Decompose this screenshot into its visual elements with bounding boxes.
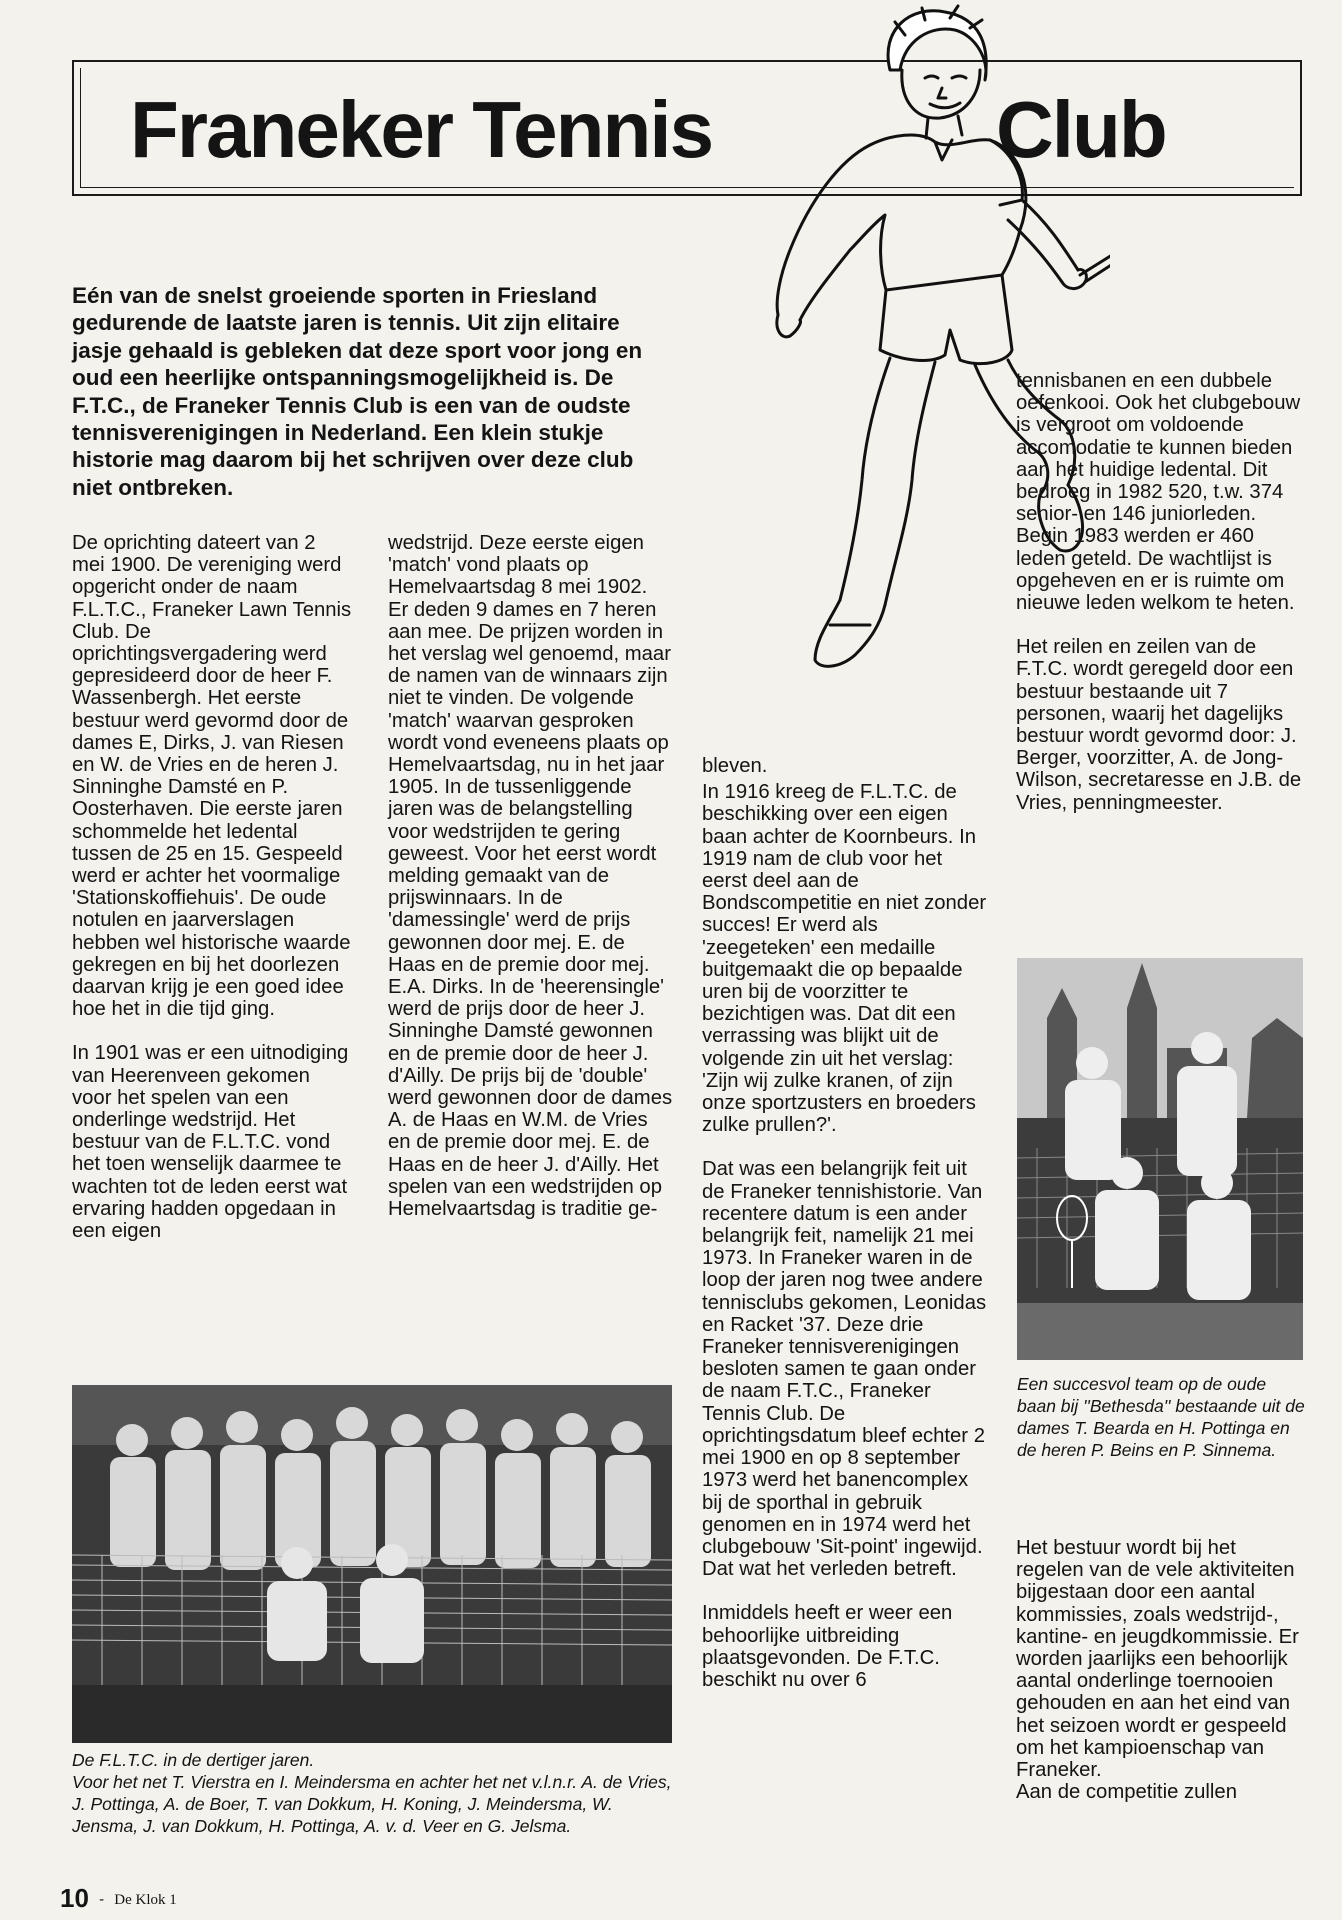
page-title-left: Franeker Tennis xyxy=(130,85,713,174)
page-number: 10 xyxy=(60,1883,89,1913)
article-paragraph: De oprichting dateert van 2 mei 1900. De vereniging werd opgericht onder de naam F.L.T.C., Franeker Lawn Tennis Club. De oprichtingsvergadering werd gepresideerd door de heer F. Wassenbergh. Het eerste bestuur werd gevormd door de dames E, Dirks, J. van Riesen en W. de Vries en de heren J. Sinninghe Damsté en P. Oosterhaven. Die eerste jaren schommelde het ledental tussen de 25 en 15. Gespeeld werd er achter het voormalige 'Stationskoffiehuis'. De oude notulen en jaarverslagen hebben wel historische waarde gekregen en bij het doorlezen daarvan krijg je een goed idee hoe het in die tijd ging. xyxy=(72,532,352,1021)
magazine-name: De Klok 1 xyxy=(114,1892,177,1908)
caption-text: Een succesvol team op de oude baan bij ''Bethesda'' bestaande uit de dames T. Bearda en H. Pottinga en de heren P. Beins en P. Sinnema. xyxy=(1017,1374,1305,1460)
photo-caption-2 xyxy=(1017,1373,1307,1461)
article-paragraph: In 1916 kreeg de F.L.T.C. de beschikking over een eigen baan achter de Koornbeurs. In 1919 nam de club voor het eerst deel aan de Bondscompetitie en niet zonder succes! Er werd als 'zeegeteken' een medaille buitgemaakt die op bepaalde uren bij de voorzitter te bezichtigen was. Dat dit een verrassing was blijkt uit de volgende zin uit het verslag: 'Zijn wij zulke kranen, of zijn onze sportzusters en broeders zulke prullen?'. xyxy=(702,781,987,1137)
article-column-3 xyxy=(702,755,987,1691)
article-column-1 xyxy=(72,532,352,1242)
footer-separator: - xyxy=(99,1891,105,1908)
article-paragraph: Aan de competitie zullen xyxy=(1016,1781,1237,1804)
intro-text: Eén van de snelst groeiende sporten in Friesland gedurende de laatste jaren is tennis. Uit zijn elitaire jasje gehaald is gebleken dat deze sport voor jong en oud een heerlijke ontspanningsmogelijkheid is. De F.T.C., de Franeker Tennis Club is een van de oudste tennisverenigingen in Nederland. Een klein stukje historie mag daarom bij het schrijven over deze club niet ontbreken. xyxy=(72,283,643,500)
caption-line: De F.L.T.C. in de dertiger jaren. xyxy=(72,1750,315,1770)
article-paragraph: tennisbanen en een dubbele oefenkooi. Ook het clubgebouw is vergroot om voldoende accomodatie te kunnen bieden aan het huidige ledental. Dit bedroeg in 1982 520, t.w. 374 senior- en 146 juniorleden. Begin 1983 werden er 460 leden geteld. De wachtlijst is opgeheven en er is ruimte om nieuwe leden welkom te heten. xyxy=(1016,370,1301,615)
page-footer xyxy=(60,1883,177,1914)
page-title-right: Club xyxy=(996,85,1166,174)
article-paragraph: bleven. xyxy=(702,755,768,777)
intro-paragraph xyxy=(72,282,662,501)
article-column-2 xyxy=(388,532,673,1220)
article-paragraph: In 1901 was er een uitnodiging van Heerenveen gekomen voor het spelen van een onderlinge wedstrijd. Het bestuur van de F.L.T.C. vond het toen wenselijk daarmee te wachten tot de leden eerst wat ervaring hadden opgedaan in een eigen xyxy=(72,1042,349,1243)
article-paragraph: Inmiddels heeft er weer een behoorlijke uitbreiding plaatsgevonden. De F.T.C. beschikt nu over 6 xyxy=(702,1602,953,1691)
article-paragraph: Het bestuur wordt bij het regelen van de vele aktiviteiten bijgestaan door een aantal kommissies, zoals wedstrijd-, kantine- en jeugdkommissie. Er worden jaarlijks een behoorlijk aantal onderlinge toernooien gehouden en aan het eind van het seizoen wordt er gespeeld om het kampioenschap van Franeker. xyxy=(1016,1537,1299,1782)
team-photo-bethesda xyxy=(1017,958,1303,1360)
article-column-4 xyxy=(1016,370,1306,814)
article-paragraph: Dat was een belangrijk feit uit de Franeker tennishistorie. Van recentere datum is een ander belangrijk feit, namelijk 21 mei 1973. In Franeker waren in de loop der jaren nog twee andere tennisclubs gekomen, Leonidas en Racket '37. Deze drie Franeker tennisverenigingen besloten samen te gaan onder de naam F.T.C., Franeker Tennis Club. De oprichtingsdatum bleef echter 2 mei 1900 en op 8 september 1973 werd het banencomplex bij de sporthal in gebruik genomen en in 1974 werd het clubgebouw 'Sit-point' ingewijd. Dat wat het verleden betreft. xyxy=(702,1158,987,1581)
photo-caption-1 xyxy=(72,1749,672,1837)
team-photo-1930s xyxy=(72,1385,672,1743)
caption-line: Voor het net T. Vierstra en I. Meindersma en achter het net v.l.n.r. A. de Vries, J. Pottinga, A. de Boer, T. van Dokkum, H. Koning, J. Meindersma, W. Jensma, J. van Dokkum, H. Pottinga, A. v. d. Veer en G. Jelsma. xyxy=(72,1772,672,1836)
article-paragraph: wedstrijd. Deze eerste eigen 'match' vond plaats op Hemelvaartsdag 8 mei 1902. Er deden 9 dames en 7 heren aan mee. De prijzen worden in het verslag wel genoemd, maar de namen van de winnaars zijn niet te vinden. De volgende 'match' waarvan gesproken wordt vond eveneens plaats op Hemelvaartsdag, nu in het jaar 1905. In de tussenliggende jaren was de belangstelling voor wedstrijden te gering geweest. Voor het eerst wordt melding gemaakt van de prijswinnaars. In de 'damessingle' werd de prijs gewonnen door mej. E. de Haas en de premie door mej. E.A. Dirks. In de 'heerensingle' werd de prijs door de heer J. Sinninghe Damsté gewonnen en de premie door de heer J. d'Ailly. De prijs bij de 'double' werd gewonnen door de dames A. de Haas en W.M. de Vries en de premie door mej. E. de Haas en de heer J. d'Ailly. Het spelen van een wedstrijden op Hemelvaartsdag is traditie ge- xyxy=(388,532,673,1221)
article-column-4-continued xyxy=(1016,1537,1306,1803)
article-paragraph: Het reilen en zeilen van de F.T.C. wordt geregeld door een bestuur bestaande uit 7 personen, waarij het dagelijks bestuur wordt gevormd door: J. Berger, voorzitter, A. de Jong-Wilson, secretaresse en J.B. de Vries, penningmeester. xyxy=(1016,636,1302,814)
